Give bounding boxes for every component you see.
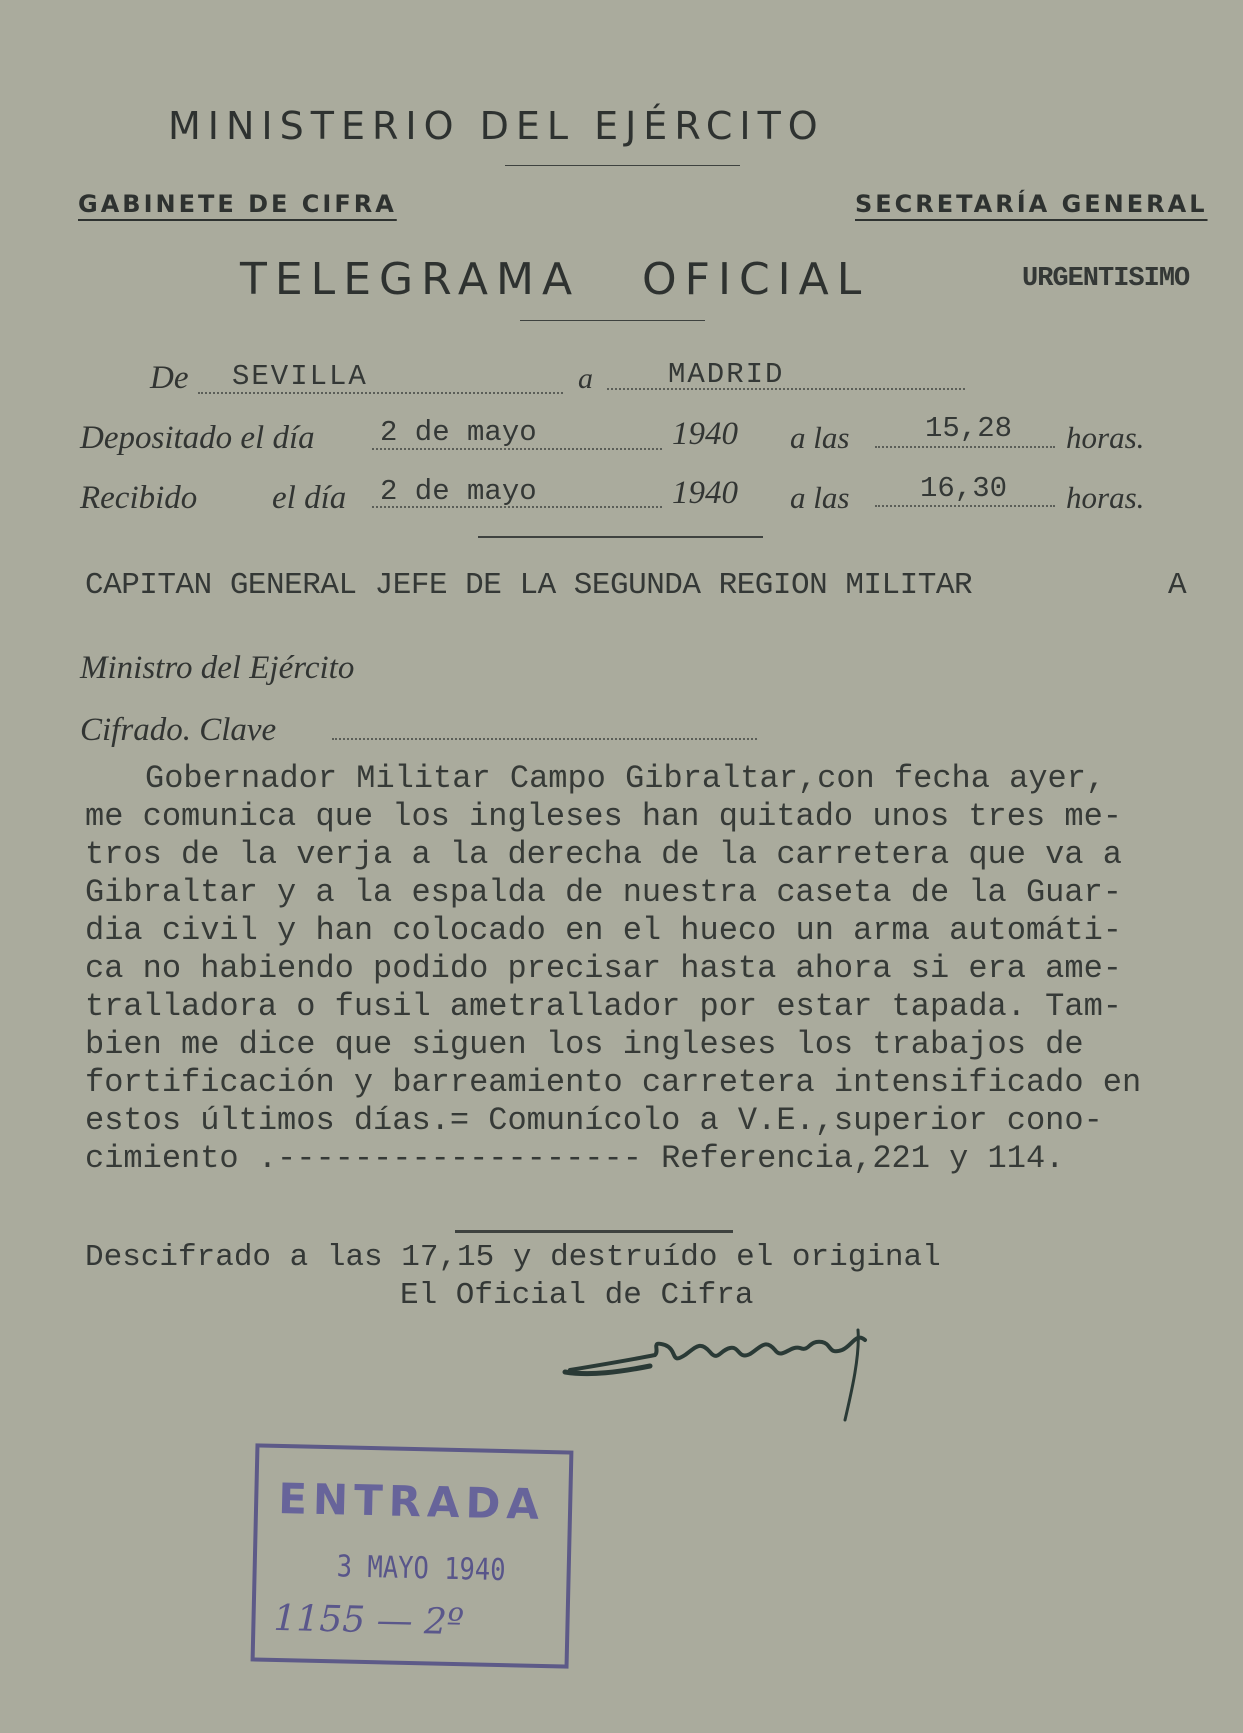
to-dotline <box>607 388 965 390</box>
body-line-7: tralladora o fusil ametrallador por estar tapada. Tam- <box>85 988 1122 1025</box>
header-divider <box>505 165 740 166</box>
body-line-4: Gibraltar y a la espalda de nuestra caseta de la Guar- <box>85 874 1122 911</box>
body-line-3: tros de la verja a la derecha de la carretera que va a <box>85 836 1122 873</box>
stamp-registry: 1155 — 2º <box>273 1597 465 1644</box>
recipient: Ministro del Ejército <box>80 650 355 686</box>
section-gabinete: GABINETE DE CIFRA <box>78 190 397 218</box>
received-day-label: el día <box>272 480 347 516</box>
body-line-6: ca no habiendo podido precisar hasta ahora si era ame- <box>85 950 1122 987</box>
section-secretaria: SECRETARÍA GENERAL <box>855 190 1208 218</box>
deposited-label: Depositado el día <box>80 420 315 456</box>
received-time: 16,30 <box>920 472 1008 505</box>
body-divider <box>455 1230 733 1233</box>
body-line-9: fortificación y barreamiento carretera intensificado en <box>85 1064 1142 1101</box>
routing-divider <box>478 536 763 538</box>
officer-title: El Oficial de Cifra <box>400 1278 754 1313</box>
body-line-10: estos últimos días.= Comunícolo a V.E.,superior cono- <box>85 1102 1103 1139</box>
deposited-year: 1940 <box>672 416 738 452</box>
received-hours-label: horas. <box>1066 480 1145 515</box>
from-value: SEVILLA <box>232 360 368 393</box>
body-line-2: me comunica que los ingleses han quitado unos tres me- <box>85 798 1122 835</box>
deposited-time: 15,28 <box>925 412 1013 445</box>
to-value: MADRID <box>668 358 785 391</box>
cipher-label: Cifrado. Clave <box>80 712 277 748</box>
body-line-11: cimiento .------------------- Referencia,221 y 114. <box>85 1140 1065 1177</box>
stamp-title: ENTRADA <box>277 1473 546 1529</box>
sender-line: CAPITAN GENERAL JEFE DE LA SEGUNDA REGION MILITAR <box>85 568 973 603</box>
received-time-label: a las <box>790 480 850 515</box>
received-year: 1940 <box>672 475 738 511</box>
title-divider-ornament <box>520 320 705 321</box>
document-type: TELEGRAMA OFICIAL <box>240 254 870 305</box>
sender-to: A <box>1168 568 1187 603</box>
from-label: De <box>150 360 189 396</box>
body-line-1: Gobernador Militar Campo Gibraltar,con fecha ayer, <box>145 760 1106 797</box>
body-line-5: dia civil y han colocado en el hueco un arma automáti- <box>85 912 1122 949</box>
to-label: a <box>578 362 593 395</box>
deposited-time-label: a las <box>790 420 850 455</box>
priority-label: URGENTISIMO <box>1022 264 1190 294</box>
deciphered-note: Descifrado a las 17,15 y destruído el original <box>85 1240 941 1275</box>
received-label: Recibido <box>80 480 198 516</box>
deposited-date: 2 de mayo <box>380 416 537 449</box>
received-time-dotline <box>875 505 1055 507</box>
cipher-dotline <box>332 738 757 740</box>
ministry-title: MINISTERIO DEL EJÉRCITO <box>168 104 825 148</box>
received-date: 2 de mayo <box>380 475 537 508</box>
entry-stamp <box>251 1443 574 1668</box>
stamp-date: 3 MAYO 1940 <box>336 1549 506 1589</box>
deposited-time-dotline <box>875 446 1055 448</box>
deposited-hours-label: horas. <box>1066 420 1145 455</box>
body-line-8: bien me dice que siguen los ingleses los trabajos de <box>85 1026 1084 1063</box>
signature <box>560 1310 910 1430</box>
